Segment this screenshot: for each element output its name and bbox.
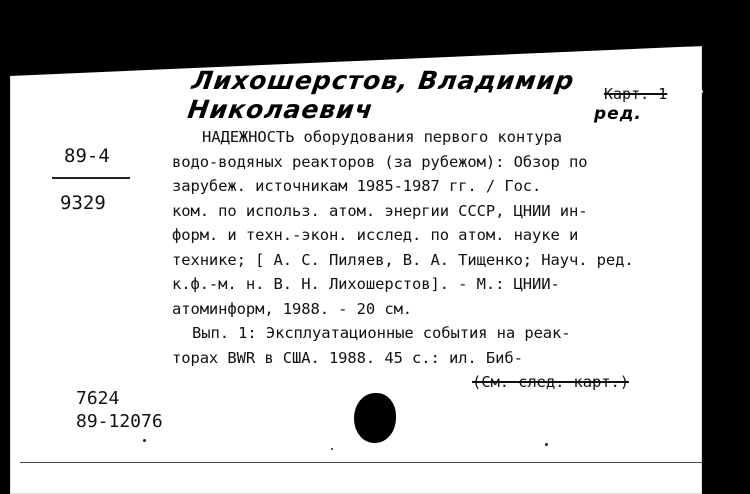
scan-speck [331,448,333,450]
scan-speck [545,443,548,446]
shelf-mark-divider [52,177,130,179]
accession-number-1: 7624 [76,388,120,409]
record-line: Вып. 1: Эксплуатационные события на реак- [192,324,571,342]
punch-hole [354,393,396,443]
accession-number-2: 89-12076 [76,411,163,432]
scan-speck [700,90,703,93]
handwritten-role: ред. [594,104,642,124]
record-line: атоминформ, 1988. - 20 см. [172,299,413,318]
card-number: Карт. 1 [604,85,668,103]
card-bottom-rule [20,462,702,463]
shelf-mark-bottom: 9329 [60,192,106,214]
bibliographic-record [172,125,697,395]
record-line: ком. по использ. атом. энергии СССР, ЦНИИ ин- [172,201,588,220]
record-line: форм. и техн.-экон. исслед. по атом. науке и [172,226,579,244]
record-line: НАДЕЖНОСТЬ оборудования первого контура [202,128,563,146]
record-line: торах BWR в США. 1988. 45 с.: ил. Биб- [172,348,523,367]
shelf-mark-top: 89-4 [64,145,110,167]
record-line: водо-водяных реакторов (за рубежом): Обзор по [172,152,588,171]
record-line: зарубеж. источникам 1985-1987 гг. / Гос. [172,177,542,195]
handwritten-author: Лихошерстов, Владимир Николаевич [185,66,577,124]
scan-speck [143,439,146,442]
record-line: к.ф.-м. н. В. Н. Лихошерстов]. - М.: ЦНИИ- [172,275,560,293]
record-line: технике; [ А. С. Пиляев, В. А. Тищенко; Науч. ред. [172,250,634,269]
see-next-card: (См. след. карт.) [472,373,629,391]
